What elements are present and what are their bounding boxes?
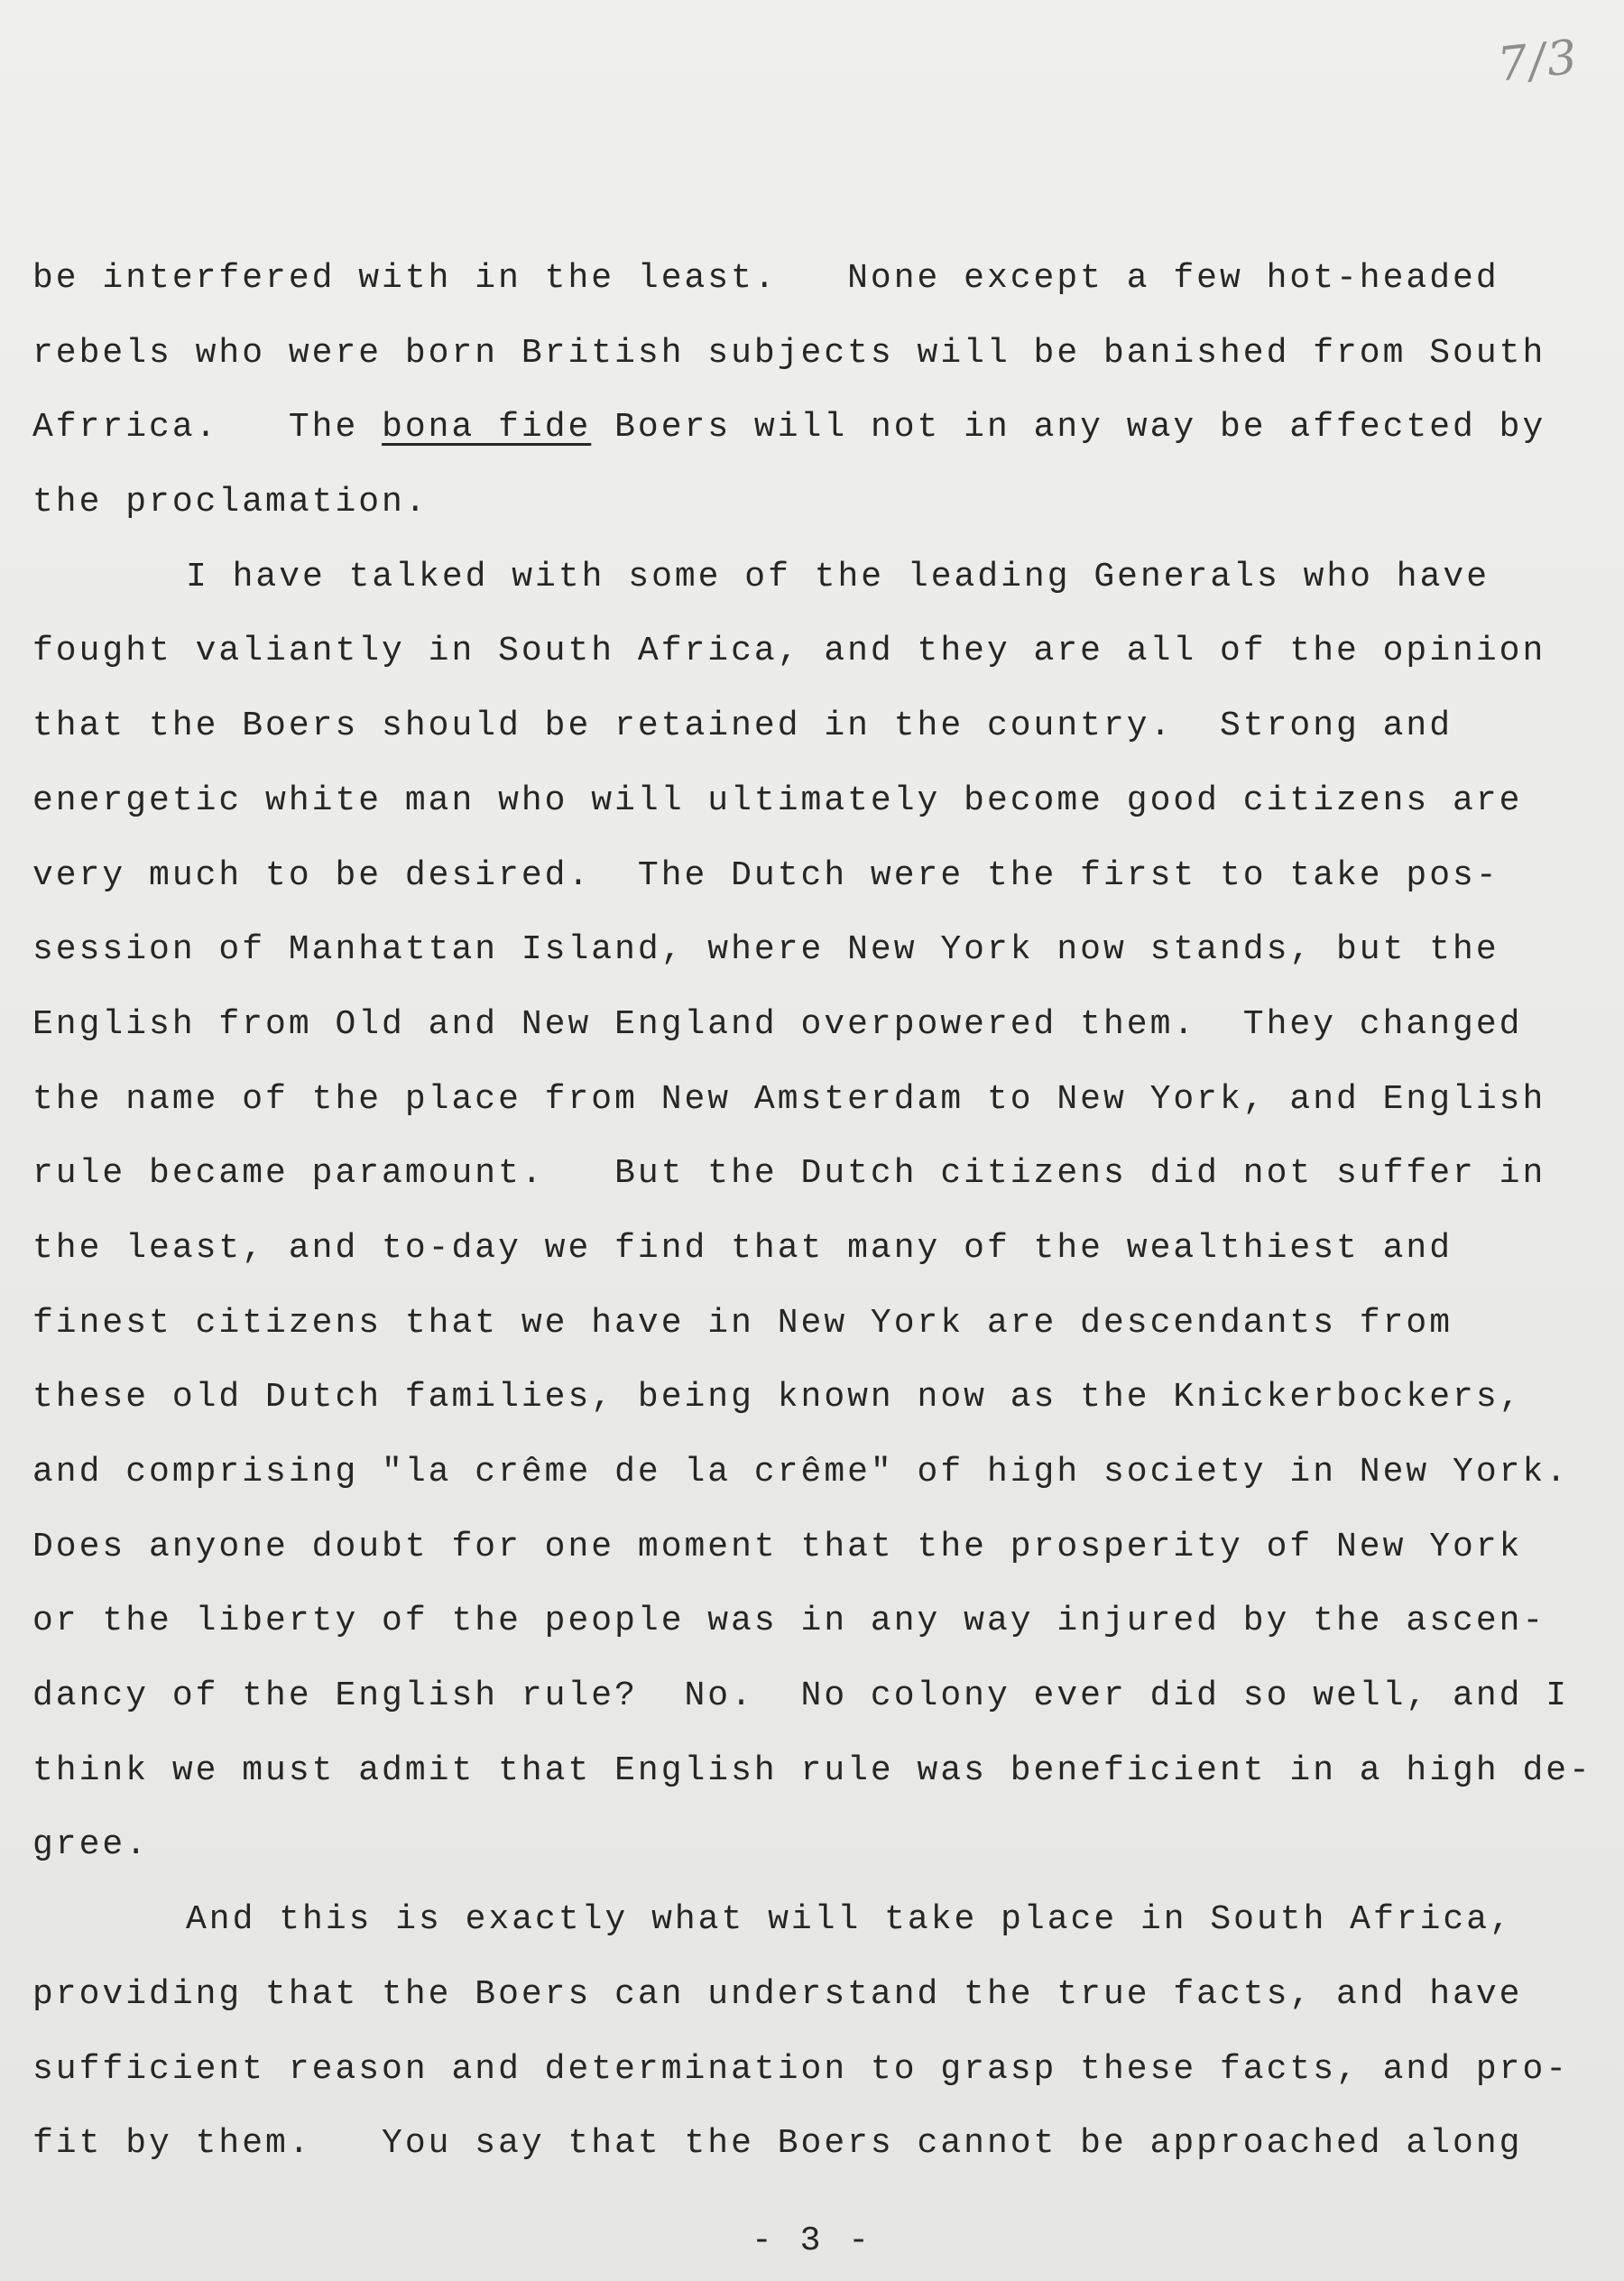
- text-line: sufficient reason and determination to grasp these facts, and pro-: [32, 2049, 1570, 2089]
- text-line: gree.: [32, 1825, 150, 1865]
- text-line: English from Old and New England overpowered them. They changed: [32, 1004, 1523, 1044]
- paragraph-first-line: I have talked with some of the leading Generals who have: [186, 557, 1490, 596]
- text-line: the name of the place from New Amsterdam to New York, and English: [32, 1079, 1546, 1119]
- text-line: [32, 391, 1557, 466]
- folio-annotation: 7/3: [1495, 30, 1582, 93]
- text-span: Boers will not in any way be affected by: [591, 408, 1546, 448]
- text-line: session of Manhattan Island, where New York now stands, but the: [32, 930, 1499, 970]
- text-line: rebels who were born British subjects will be banished from South: [32, 333, 1546, 373]
- underlined-phrase: bona fide: [382, 408, 592, 448]
- text-line: fought valiantly in South Africa, and they are all of the opinion: [32, 632, 1546, 671]
- text-line: these old Dutch families, being known now as the Knickerbockers,: [32, 1378, 1523, 1418]
- text-line: very much to be desired. The Dutch were the first to take pos-: [32, 855, 1499, 895]
- text-line: fit by them. You say that the Boers cannot be approached along: [32, 2124, 1523, 2164]
- text-line: think we must admit that English rule was beneficient in a high de-: [32, 1750, 1592, 1790]
- text-line: be interfered with in the least. None except a few hot-headed: [32, 259, 1499, 298]
- text-line: Does anyone doubt for one moment that the prosperity of New York: [32, 1527, 1523, 1566]
- text-line: or the liberty of the people was in any way injured by the ascen-: [32, 1602, 1546, 1641]
- paragraph-first-line: And this is exactly what will take place in South Africa,: [186, 1900, 1513, 1940]
- text-line: that the Boers should be retained in the country. Strong and: [32, 706, 1453, 746]
- text-span: Afrrica. The: [32, 408, 383, 448]
- page-number: - 3 -: [751, 2221, 873, 2260]
- text-line: the least, and to-day we find that many of the wealthiest and: [32, 1228, 1453, 1268]
- text-line: energetic white man who will ultimately become good citizens are: [32, 780, 1523, 820]
- typed-letter-body: [32, 242, 1592, 2182]
- text-line: the proclamation.: [32, 483, 429, 522]
- text-line: dancy of the English rule? No. No colony ever did so well, and I: [32, 1676, 1570, 1716]
- text-line: rule became paramount. But the Dutch citizens did not suffer in: [32, 1154, 1546, 1194]
- text-line: providing that the Boers can understand the true facts, and have: [32, 1974, 1523, 2014]
- text-line: and comprising "la crême de la crême" of high society in New York.: [32, 1453, 1570, 1491]
- text-line: finest citizens that we have in New York are descendants from: [32, 1303, 1453, 1343]
